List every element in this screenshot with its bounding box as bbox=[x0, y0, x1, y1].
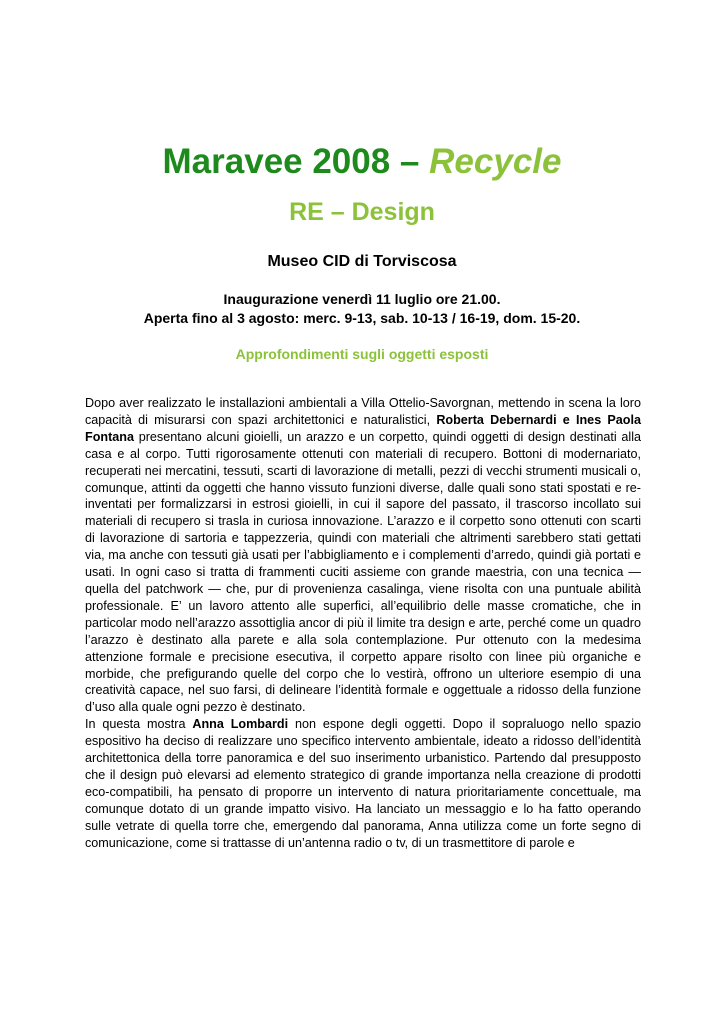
p2-intro: In questa mostra bbox=[85, 717, 186, 732]
title-accent: Recycle bbox=[429, 142, 562, 181]
event-info bbox=[0, 290, 724, 328]
paragraph-1 bbox=[85, 395, 641, 716]
title-main: Maravee 2008 – bbox=[162, 142, 420, 181]
paragraph-2 bbox=[85, 716, 641, 851]
p1-intro: Dopo aver realizzato le installazioni ambientali a Villa Ottelio-Savorgnan, mettendo in scena la loro capacità di misurarsi con spazi architettonici e naturalistici, bbox=[85, 396, 641, 427]
p2-rest: non espone degli oggetti. Dopo il sopraluogo nello spazio espositivo ha deciso di realizzare uno specifico intervento ambientale, ideato a ridosso dell’identità architettonica della torre panoramica e del suo inserimento urbanistico. Partendo dal presupposto che il design può elevarsi ad elemento strategico di grande importanza nella creazione di prodotti eco-compatibili, ha pensato di proporre un intervento di natura prioritariamente concettuale, ma comunque dotato di un grande impatto visivo. Ha lanciato un messaggio e lo ha fatto operando sulle vetrate di quella torre che, emergendo dal panorama, Anna utilizza come un forte segno di comunicazione, come si trattasse di un’antenna radio o tv, di un trasmettitore di parole e bbox=[85, 717, 642, 850]
hours-line: Aperta fino al 3 agosto: merc. 9-13, sab. 10-13 / 16-19, dom. 15-20. bbox=[143, 310, 581, 326]
p2-artist-name: Anna Lombardi bbox=[192, 717, 289, 732]
section-heading: Approfondimenti sugli oggetti esposti bbox=[235, 346, 489, 362]
p1-artist-names: Roberta Debernardi e Ines Paola Fontana bbox=[85, 412, 641, 444]
museum-name: Museo CID di Torviscosa bbox=[267, 253, 457, 270]
opening-line: Inaugurazione venerdì 11 luglio ore 21.00. bbox=[223, 291, 501, 307]
p1-rest: presentano alcuni gioielli, un arazzo e un corpetto, quindi oggetti di design destinati alla casa e al corpo. Tutti rigorosamente ottenuti con materiali di recupero. Bottoni di modernariato, recuperati nei mercatini, tessuti, scarti di lavorazione di metalli, pezzi di vecchi strumenti musicali o, comunque, attinti da oggetti che hanno vissuto funzioni diverse, dalle quali sono stati spostati e re-inventati per formalizzarsi in estrosi gioielli, in cui il sapore del passato, il trascorso incollato sui materiali di recupero si trasla in curiosa innovazione. L’arazzo e il corpetto sono ottenuti con scarti di lavorazione di sartoria e tappezzeria, quindi con materiali che altrimenti sarebbero stati gettati via, ma anche con tessuti già usati per l’abbigliamento e i complementi d’arredo, quindi già portati e usati. In ogni caso si tratta di frammenti cuciti assieme con grande maestria, con una tecnica — quella del patchwork — che, pur di provenienza casalinga, viene risolta con una puntuale abilità professionale. E’ un lavoro attento alle superfici, all’equilibrio delle masse cromatiche, che in particolar modo nell’arazzo assottiglia ancor di più il limite tra design e arte, perché come un quadro l’arazzo è destinato alla parete e alla sola contemplazione. Pur ottenuto con la medesima attenzione formale e precisione esecutiva, il corpetto appare risolto con linee più organiche e morbide, che prefigurando quelle del corpo che lo vestirà, offrono un ulteriore esempio di una creatività capace, nel suo farsi, di delineare l’identità formale e oggettuale a ridosso della funzione d’uso alla quale ogni pezzo è destinato. bbox=[85, 429, 641, 715]
document-title bbox=[0, 140, 724, 184]
body-text bbox=[85, 395, 641, 851]
document-subtitle: RE – Design bbox=[289, 198, 435, 226]
